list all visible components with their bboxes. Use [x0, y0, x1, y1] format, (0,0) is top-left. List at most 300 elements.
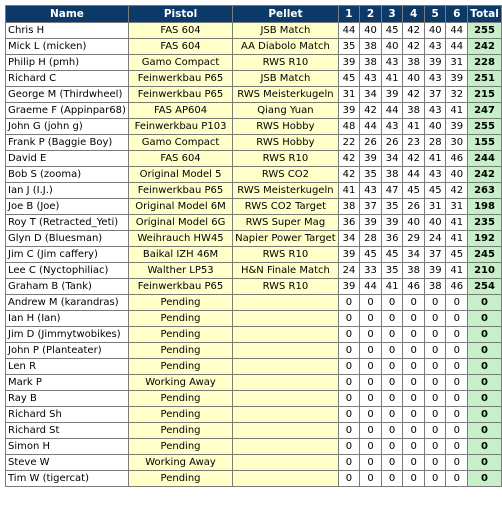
- total-cell: 0: [468, 407, 502, 423]
- shot-2-cell: 39: [360, 215, 382, 231]
- table-row: [6, 295, 502, 311]
- pellet-cell: JSB Match: [233, 71, 339, 87]
- shot-3-cell: 35: [381, 263, 403, 279]
- shot-2-cell: 0: [360, 343, 382, 359]
- shot-2-cell: 42: [360, 103, 382, 119]
- shot-1-cell: 22: [338, 135, 360, 151]
- shot-5-cell: 37: [424, 247, 446, 263]
- shot-6-cell: 32: [446, 87, 468, 103]
- shot-6-cell: 39: [446, 119, 468, 135]
- shot-5-cell: 39: [424, 55, 446, 71]
- header-shot-6: 6: [446, 6, 468, 23]
- shot-1-cell: 0: [338, 439, 360, 455]
- shot-4-cell: 23: [403, 135, 425, 151]
- pistol-cell: Feinwerkbau P65: [128, 71, 232, 87]
- shot-5-cell: 0: [424, 343, 446, 359]
- pistol-cell: Working Away: [128, 375, 232, 391]
- shot-1-cell: 0: [338, 407, 360, 423]
- shot-4-cell: 0: [403, 375, 425, 391]
- pellet-cell: [233, 455, 339, 471]
- name-cell: Mick L (micken): [6, 39, 129, 55]
- shot-2-cell: 33: [360, 263, 382, 279]
- shot-6-cell: 31: [446, 199, 468, 215]
- shot-4-cell: 40: [403, 215, 425, 231]
- shot-2-cell: 0: [360, 359, 382, 375]
- shot-4-cell: 42: [403, 87, 425, 103]
- pellet-cell: RWS Super Mag: [233, 215, 339, 231]
- shot-1-cell: 0: [338, 311, 360, 327]
- name-cell: Frank P (Baggie Boy): [6, 135, 129, 151]
- shot-6-cell: 40: [446, 167, 468, 183]
- shot-1-cell: 39: [338, 247, 360, 263]
- pellet-cell: RWS Hobby: [233, 119, 339, 135]
- pellet-cell: [233, 343, 339, 359]
- total-cell: 0: [468, 311, 502, 327]
- pellet-cell: [233, 295, 339, 311]
- shot-4-cell: 42: [403, 151, 425, 167]
- shot-3-cell: 0: [381, 439, 403, 455]
- shot-6-cell: 41: [446, 231, 468, 247]
- shot-3-cell: 0: [381, 327, 403, 343]
- table-row: [6, 311, 502, 327]
- pistol-cell: Feinwerkbau P65: [128, 87, 232, 103]
- shot-4-cell: 41: [403, 119, 425, 135]
- pistol-cell: Original Model 6G: [128, 215, 232, 231]
- shot-6-cell: 0: [446, 391, 468, 407]
- total-cell: 215: [468, 87, 502, 103]
- shot-1-cell: 35: [338, 39, 360, 55]
- total-cell: 242: [468, 167, 502, 183]
- shot-2-cell: 38: [360, 55, 382, 71]
- pellet-cell: Napier Power Target: [233, 231, 339, 247]
- total-cell: 155: [468, 135, 502, 151]
- total-cell: 0: [468, 375, 502, 391]
- pellet-cell: [233, 471, 339, 487]
- shot-6-cell: 0: [446, 327, 468, 343]
- name-cell: Bob S (zooma): [6, 167, 129, 183]
- shot-2-cell: 40: [360, 23, 382, 39]
- shot-5-cell: 0: [424, 295, 446, 311]
- shot-3-cell: 35: [381, 199, 403, 215]
- table-row: [6, 471, 502, 487]
- shot-1-cell: 42: [338, 167, 360, 183]
- table-row: [6, 119, 502, 135]
- shot-6-cell: 0: [446, 311, 468, 327]
- shot-6-cell: 44: [446, 23, 468, 39]
- name-cell: Richard C: [6, 71, 129, 87]
- shot-3-cell: 45: [381, 23, 403, 39]
- shot-2-cell: 0: [360, 439, 382, 455]
- scores-table: [5, 5, 502, 487]
- shot-2-cell: 0: [360, 455, 382, 471]
- pistol-cell: Original Model 5: [128, 167, 232, 183]
- shot-5-cell: 0: [424, 407, 446, 423]
- pellet-cell: RWS Hobby: [233, 135, 339, 151]
- shot-2-cell: 38: [360, 39, 382, 55]
- name-cell: Len R: [6, 359, 129, 375]
- pistol-cell: FAS 604: [128, 151, 232, 167]
- shot-6-cell: 39: [446, 71, 468, 87]
- table-row: [6, 71, 502, 87]
- total-cell: 0: [468, 471, 502, 487]
- shot-1-cell: 36: [338, 215, 360, 231]
- shot-3-cell: 40: [381, 39, 403, 55]
- shot-2-cell: 26: [360, 135, 382, 151]
- shot-2-cell: 28: [360, 231, 382, 247]
- shot-4-cell: 40: [403, 71, 425, 87]
- pistol-cell: Gamo Compact: [128, 135, 232, 151]
- shot-6-cell: 46: [446, 151, 468, 167]
- table-row: [6, 279, 502, 295]
- shot-3-cell: 41: [381, 71, 403, 87]
- shot-1-cell: 0: [338, 327, 360, 343]
- shot-1-cell: 0: [338, 455, 360, 471]
- pistol-cell: Original Model 6M: [128, 199, 232, 215]
- shot-1-cell: 0: [338, 391, 360, 407]
- table-row: [6, 231, 502, 247]
- pistol-cell: Feinwerkbau P103: [128, 119, 232, 135]
- name-cell: Jim C (Jim caffery): [6, 247, 129, 263]
- shot-4-cell: 38: [403, 55, 425, 71]
- shot-1-cell: 41: [338, 183, 360, 199]
- pellet-cell: RWS R10: [233, 55, 339, 71]
- table-row: [6, 375, 502, 391]
- pellet-cell: [233, 391, 339, 407]
- total-cell: 244: [468, 151, 502, 167]
- shot-6-cell: 0: [446, 439, 468, 455]
- shot-4-cell: 38: [403, 263, 425, 279]
- shot-4-cell: 0: [403, 471, 425, 487]
- shot-1-cell: 0: [338, 359, 360, 375]
- pistol-cell: Weihrauch HW45: [128, 231, 232, 247]
- table-row: [6, 103, 502, 119]
- header-shot-3: 3: [381, 6, 403, 23]
- pistol-cell: Gamo Compact: [128, 55, 232, 71]
- total-cell: 235: [468, 215, 502, 231]
- shot-6-cell: 41: [446, 263, 468, 279]
- shot-6-cell: 44: [446, 39, 468, 55]
- shot-4-cell: 34: [403, 247, 425, 263]
- name-cell: Ray B: [6, 391, 129, 407]
- shot-1-cell: 39: [338, 103, 360, 119]
- shot-6-cell: 45: [446, 247, 468, 263]
- shot-6-cell: 46: [446, 279, 468, 295]
- total-cell: 255: [468, 119, 502, 135]
- shot-5-cell: 0: [424, 455, 446, 471]
- table-row: [6, 247, 502, 263]
- table-row: [6, 455, 502, 471]
- pellet-cell: H&N Finale Match: [233, 263, 339, 279]
- shot-3-cell: 36: [381, 231, 403, 247]
- pistol-cell: Pending: [128, 471, 232, 487]
- shot-6-cell: 30: [446, 135, 468, 151]
- total-cell: 0: [468, 327, 502, 343]
- name-cell: Graeme F (Appinpar68): [6, 103, 129, 119]
- name-cell: Jim D (Jimmytwobikes): [6, 327, 129, 343]
- shot-5-cell: 43: [424, 167, 446, 183]
- shot-1-cell: 24: [338, 263, 360, 279]
- shot-6-cell: 0: [446, 359, 468, 375]
- shot-3-cell: 39: [381, 215, 403, 231]
- shot-4-cell: 0: [403, 295, 425, 311]
- pistol-cell: Pending: [128, 391, 232, 407]
- table-row: [6, 215, 502, 231]
- shot-2-cell: 0: [360, 295, 382, 311]
- shot-5-cell: 43: [424, 71, 446, 87]
- shot-2-cell: 0: [360, 391, 382, 407]
- pistol-cell: Pending: [128, 343, 232, 359]
- name-cell: Ian J (I.J.): [6, 183, 129, 199]
- pellet-cell: [233, 423, 339, 439]
- shot-6-cell: 0: [446, 455, 468, 471]
- pistol-cell: Pending: [128, 423, 232, 439]
- table-row: [6, 327, 502, 343]
- name-cell: Richard Sh: [6, 407, 129, 423]
- shot-3-cell: 39: [381, 87, 403, 103]
- shot-2-cell: 0: [360, 327, 382, 343]
- pellet-cell: JSB Match: [233, 23, 339, 39]
- shot-6-cell: 0: [446, 343, 468, 359]
- shot-4-cell: 44: [403, 167, 425, 183]
- total-cell: 0: [468, 343, 502, 359]
- shot-6-cell: 41: [446, 103, 468, 119]
- total-cell: 198: [468, 199, 502, 215]
- shot-3-cell: 0: [381, 295, 403, 311]
- shot-3-cell: 0: [381, 407, 403, 423]
- name-cell: Lee C (Nyctophiliac): [6, 263, 129, 279]
- shot-6-cell: 31: [446, 55, 468, 71]
- shot-5-cell: 24: [424, 231, 446, 247]
- shot-5-cell: 40: [424, 215, 446, 231]
- shot-5-cell: 28: [424, 135, 446, 151]
- header-name: Name: [6, 6, 129, 23]
- shot-2-cell: 0: [360, 311, 382, 327]
- total-cell: 0: [468, 455, 502, 471]
- shot-3-cell: 34: [381, 151, 403, 167]
- table-row: [6, 87, 502, 103]
- shot-3-cell: 0: [381, 423, 403, 439]
- table-row: [6, 359, 502, 375]
- pellet-cell: RWS Meisterkugeln: [233, 183, 339, 199]
- pistol-cell: Pending: [128, 359, 232, 375]
- name-cell: Roy T (Retracted_Yeti): [6, 215, 129, 231]
- shot-5-cell: 45: [424, 183, 446, 199]
- shot-5-cell: 0: [424, 391, 446, 407]
- shot-4-cell: 46: [403, 279, 425, 295]
- pellet-cell: AA Diabolo Match: [233, 39, 339, 55]
- shot-4-cell: 45: [403, 183, 425, 199]
- shot-2-cell: 43: [360, 71, 382, 87]
- table-row: [6, 263, 502, 279]
- name-cell: Ian H (Ian): [6, 311, 129, 327]
- shot-5-cell: 40: [424, 119, 446, 135]
- table-row: [6, 151, 502, 167]
- total-cell: 192: [468, 231, 502, 247]
- shot-4-cell: 0: [403, 439, 425, 455]
- shot-4-cell: 0: [403, 455, 425, 471]
- shot-1-cell: 0: [338, 375, 360, 391]
- pellet-cell: [233, 327, 339, 343]
- total-cell: 0: [468, 439, 502, 455]
- table-row: [6, 439, 502, 455]
- shot-4-cell: 0: [403, 407, 425, 423]
- shot-4-cell: 42: [403, 23, 425, 39]
- header-shot-2: 2: [360, 6, 382, 23]
- shot-3-cell: 26: [381, 135, 403, 151]
- shot-4-cell: 0: [403, 423, 425, 439]
- total-cell: 0: [468, 391, 502, 407]
- shot-5-cell: 40: [424, 23, 446, 39]
- shot-2-cell: 44: [360, 119, 382, 135]
- pellet-cell: [233, 407, 339, 423]
- pistol-cell: Pending: [128, 439, 232, 455]
- shot-6-cell: 41: [446, 215, 468, 231]
- shot-5-cell: 0: [424, 423, 446, 439]
- pellet-cell: Qiang Yuan: [233, 103, 339, 119]
- shot-1-cell: 48: [338, 119, 360, 135]
- pellet-cell: [233, 439, 339, 455]
- pistol-cell: FAS 604: [128, 39, 232, 55]
- shot-3-cell: 38: [381, 167, 403, 183]
- pistol-cell: FAS AP604: [128, 103, 232, 119]
- shot-5-cell: 41: [424, 151, 446, 167]
- shot-3-cell: 44: [381, 103, 403, 119]
- shot-3-cell: 0: [381, 375, 403, 391]
- shot-4-cell: 0: [403, 343, 425, 359]
- shot-4-cell: 38: [403, 103, 425, 119]
- shot-1-cell: 39: [338, 55, 360, 71]
- pistol-cell: Pending: [128, 311, 232, 327]
- pellet-cell: RWS Meisterkugeln: [233, 87, 339, 103]
- shot-6-cell: 0: [446, 375, 468, 391]
- table-row: [6, 167, 502, 183]
- name-cell: Tim W (tigercat): [6, 471, 129, 487]
- name-cell: Richard St: [6, 423, 129, 439]
- total-cell: 263: [468, 183, 502, 199]
- shot-5-cell: 0: [424, 375, 446, 391]
- name-cell: Chris H: [6, 23, 129, 39]
- shot-1-cell: 44: [338, 23, 360, 39]
- shot-4-cell: 29: [403, 231, 425, 247]
- name-cell: George M (Thirdwheel): [6, 87, 129, 103]
- name-cell: Joe B (Joe): [6, 199, 129, 215]
- shot-1-cell: 0: [338, 343, 360, 359]
- shot-4-cell: 42: [403, 39, 425, 55]
- pistol-cell: Feinwerkbau P65: [128, 183, 232, 199]
- name-cell: John G (john g): [6, 119, 129, 135]
- name-cell: Simon H: [6, 439, 129, 455]
- total-cell: 0: [468, 359, 502, 375]
- shot-1-cell: 39: [338, 279, 360, 295]
- total-cell: 251: [468, 71, 502, 87]
- header-row: [6, 6, 502, 23]
- total-cell: 210: [468, 263, 502, 279]
- table-row: [6, 407, 502, 423]
- pistol-cell: Pending: [128, 327, 232, 343]
- pistol-cell: Pending: [128, 295, 232, 311]
- header-total: Total: [468, 6, 502, 23]
- shot-4-cell: 26: [403, 199, 425, 215]
- table-row: [6, 343, 502, 359]
- shot-3-cell: 43: [381, 55, 403, 71]
- pellet-cell: RWS CO2: [233, 167, 339, 183]
- table-row: [6, 135, 502, 151]
- shot-2-cell: 43: [360, 183, 382, 199]
- shot-5-cell: 43: [424, 103, 446, 119]
- pistol-cell: Walther LP53: [128, 263, 232, 279]
- pellet-cell: RWS R10: [233, 151, 339, 167]
- table-row: [6, 199, 502, 215]
- shot-2-cell: 45: [360, 247, 382, 263]
- shot-4-cell: 0: [403, 311, 425, 327]
- shot-5-cell: 37: [424, 87, 446, 103]
- shot-5-cell: 0: [424, 471, 446, 487]
- shot-2-cell: 37: [360, 199, 382, 215]
- shot-5-cell: 0: [424, 327, 446, 343]
- shot-3-cell: 0: [381, 311, 403, 327]
- shot-5-cell: 38: [424, 279, 446, 295]
- name-cell: Mark P: [6, 375, 129, 391]
- pellet-cell: [233, 311, 339, 327]
- shot-5-cell: 0: [424, 311, 446, 327]
- total-cell: 247: [468, 103, 502, 119]
- shot-3-cell: 47: [381, 183, 403, 199]
- shot-5-cell: 43: [424, 39, 446, 55]
- shot-4-cell: 0: [403, 327, 425, 343]
- shot-1-cell: 34: [338, 231, 360, 247]
- table-row: [6, 423, 502, 439]
- total-cell: 242: [468, 39, 502, 55]
- name-cell: Glyn D (Bluesman): [6, 231, 129, 247]
- shot-2-cell: 44: [360, 279, 382, 295]
- pellet-cell: RWS R10: [233, 279, 339, 295]
- header-shot-1: 1: [338, 6, 360, 23]
- table-row: [6, 183, 502, 199]
- shot-1-cell: 38: [338, 199, 360, 215]
- shot-6-cell: 0: [446, 423, 468, 439]
- shot-6-cell: 0: [446, 471, 468, 487]
- shot-3-cell: 45: [381, 247, 403, 263]
- name-cell: John P (Planteater): [6, 343, 129, 359]
- table-row: [6, 23, 502, 39]
- shot-1-cell: 42: [338, 151, 360, 167]
- shot-2-cell: 0: [360, 407, 382, 423]
- table-row: [6, 39, 502, 55]
- name-cell: Graham B (Tank): [6, 279, 129, 295]
- shot-4-cell: 0: [403, 359, 425, 375]
- total-cell: 0: [468, 423, 502, 439]
- header-pellet: Pellet: [233, 6, 339, 23]
- pellet-cell: [233, 375, 339, 391]
- shot-1-cell: 0: [338, 295, 360, 311]
- shot-6-cell: 0: [446, 295, 468, 311]
- total-cell: 254: [468, 279, 502, 295]
- name-cell: Steve W: [6, 455, 129, 471]
- shot-2-cell: 34: [360, 87, 382, 103]
- shot-5-cell: 39: [424, 263, 446, 279]
- shot-3-cell: 0: [381, 471, 403, 487]
- pellet-cell: [233, 359, 339, 375]
- header-shot-4: 4: [403, 6, 425, 23]
- pistol-cell: Working Away: [128, 455, 232, 471]
- shot-5-cell: 0: [424, 359, 446, 375]
- shot-1-cell: 0: [338, 423, 360, 439]
- pistol-cell: Pending: [128, 407, 232, 423]
- shot-3-cell: 0: [381, 455, 403, 471]
- pistol-cell: Feinwerkbau P65: [128, 279, 232, 295]
- shot-1-cell: 31: [338, 87, 360, 103]
- shot-2-cell: 0: [360, 471, 382, 487]
